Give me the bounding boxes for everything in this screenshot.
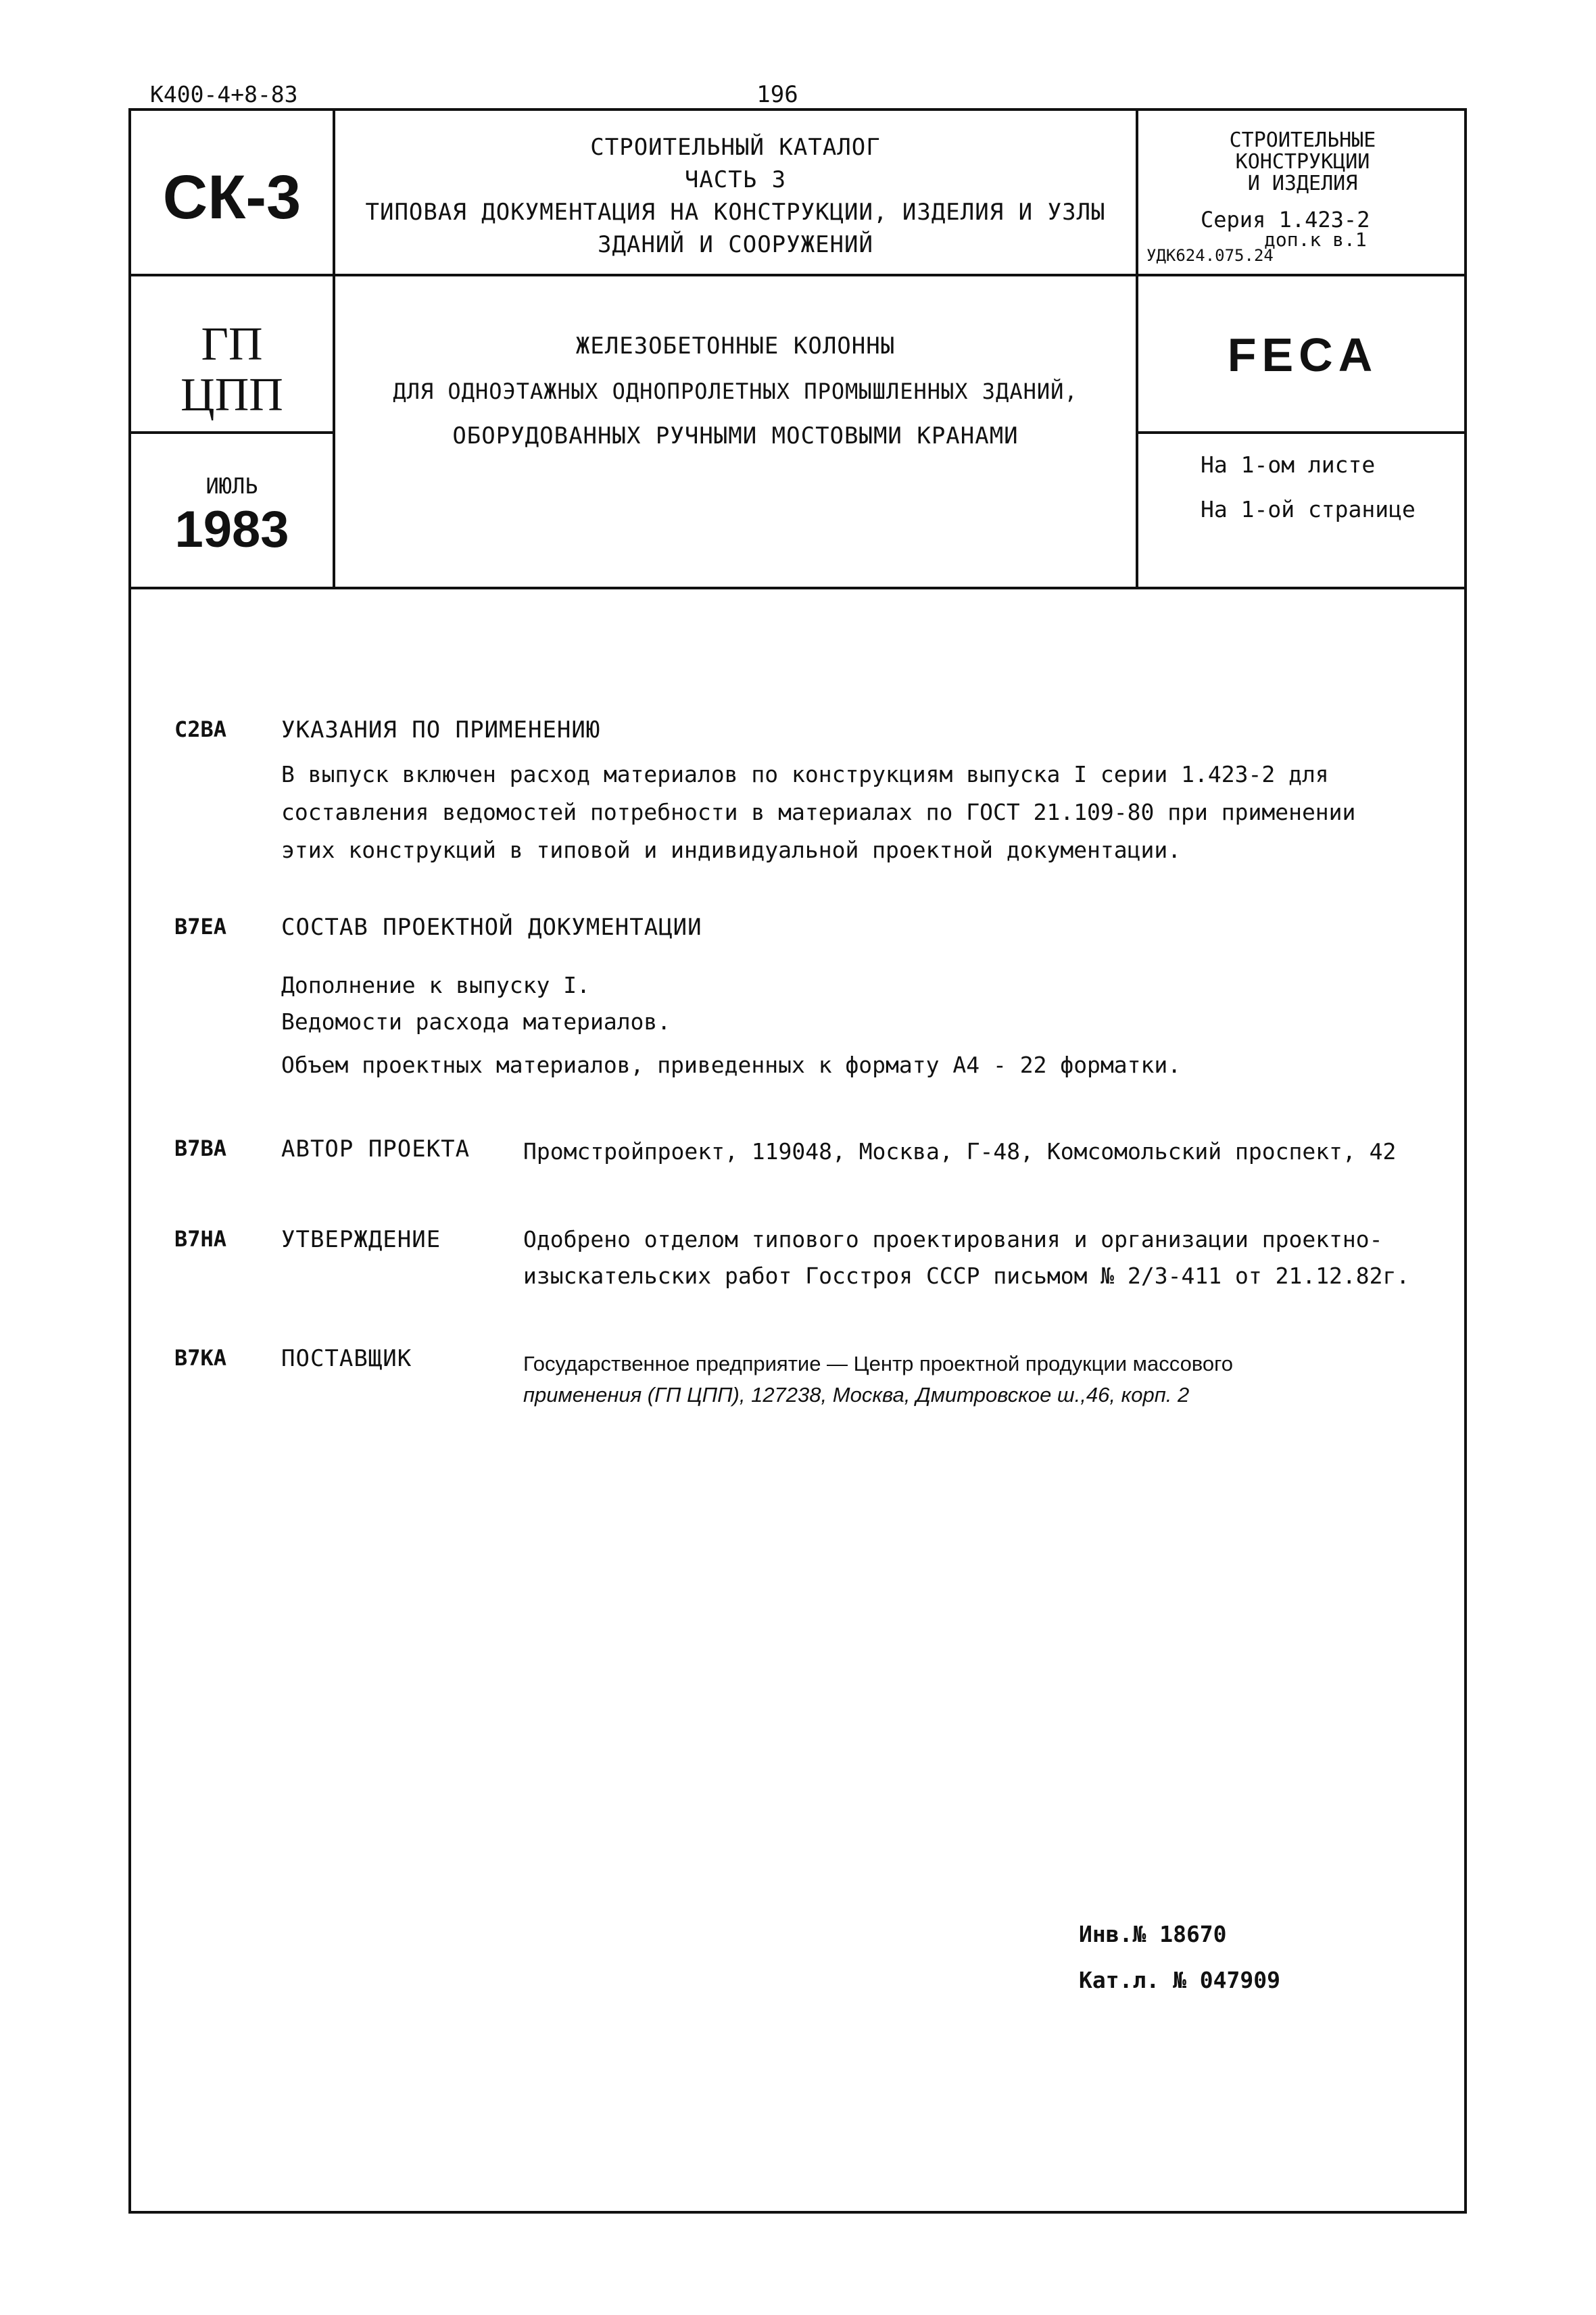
- issue-month: ИЮЛЬ: [205, 473, 258, 499]
- section-title: СОСТАВ ПРОЕКТНОЙ ДОКУМЕНТАЦИИ: [281, 914, 702, 941]
- sheet-note: На 1-ом листе: [1201, 452, 1376, 478]
- section-line: Дополнение к выпуску I.: [281, 972, 590, 998]
- section-title: УКАЗАНИЯ ПО ПРИМЕНЕНИЮ: [281, 716, 601, 744]
- classifier-code: FECA: [1227, 328, 1378, 381]
- catalog-part: ЧАСТЬ 3: [684, 166, 787, 193]
- page-number: 196: [756, 81, 798, 108]
- catalog-title: СТРОИТЕЛЬНЫЙ КАТАЛОГ: [590, 134, 881, 161]
- section-name-2: КОНСТРУКЦИИ: [1235, 150, 1370, 174]
- section-title: ПОСТАВЩИК: [281, 1345, 412, 1372]
- catalog-desc-1: ТИПОВАЯ ДОКУМЕНТАЦИЯ НА КОНСТРУКЦИИ, ИЗДЕЛИЯ И УЗЛЫ: [365, 199, 1106, 226]
- section-name-1: СТРОИТЕЛЬНЫЕ: [1229, 128, 1376, 152]
- header-line-1: [128, 274, 1467, 276]
- section-code: C2BA: [174, 716, 227, 742]
- section-title: АВТОР ПРОЕКТА: [281, 1136, 470, 1163]
- section-line: изыскательских работ Госстроя СССР письмом № 2/3-411 от 21.12.82г.: [523, 1263, 1410, 1289]
- org-divider: [128, 431, 333, 434]
- doc-title-3: ОБОРУДОВАННЫХ РУЧНЫМИ МОСТОВЫМИ КРАНАМИ: [452, 422, 1019, 449]
- catalog-sheet-number: Кат.л. № 047909: [1079, 1967, 1281, 1993]
- section-code: B7KA: [174, 1345, 227, 1371]
- section-line: этих конструкций в типовой и индивидуальной проектной документации.: [281, 837, 1182, 863]
- section-line: Объем проектных материалов, приведенных к формату А4 - 22 форматки.: [281, 1052, 1182, 1078]
- header-bottom-line: [128, 587, 1467, 589]
- doc-title-1: ЖЕЛЕЗОБЕТОННЫЕ КОЛОННЫ: [575, 333, 896, 360]
- section-code: B7BA: [174, 1136, 227, 1161]
- catalog-desc-2: ЗДАНИЙ И СООРУЖЕНИЙ: [598, 231, 873, 258]
- section-code: B7EA: [174, 914, 227, 940]
- page-note: На 1-ой странице: [1201, 496, 1416, 522]
- section-line: Одобрено отделом типового проектирования и организации проектно-: [523, 1226, 1383, 1252]
- section-line: В выпуск включен расход материалов по конструкциям выпуска I серии 1.423-2 для: [281, 761, 1329, 787]
- section-line: Государственное предприятие — Центр проектной продукции массового: [523, 1352, 1234, 1375]
- section-line: составления ведомостей потребности в материалах по ГОСТ 21.109-80 при применении: [281, 799, 1356, 825]
- section-line: Промстройпроект, 119048, Москва, Г-48, Комсомольский проспект, 42: [523, 1138, 1397, 1165]
- catalog-code: СК-3: [162, 163, 301, 232]
- section-line: применения (ГП ЦПП), 127238, Москва, Дмитровское ш.,46, корп. 2: [523, 1383, 1190, 1407]
- issue-year: 1983: [174, 501, 289, 558]
- org-line-2: ЦПП: [180, 369, 283, 421]
- classifier-divider: [1136, 431, 1467, 434]
- supplement-label: доп.к в.1: [1264, 228, 1367, 251]
- series-label: Серия 1.423-2: [1201, 207, 1370, 233]
- section-name-3: И ИЗДЕЛИЯ: [1247, 172, 1358, 195]
- section-line: Ведомости расхода материалов.: [281, 1008, 671, 1035]
- inventory-number: Инв.№ 18670: [1079, 1921, 1227, 1947]
- doc-code: К400-4+8-83: [150, 81, 298, 107]
- section-title: УТВЕРЖДЕНИЕ: [281, 1226, 441, 1253]
- org-line-1: ГП: [201, 318, 263, 370]
- doc-title-2: ДЛЯ ОДНОЭТАЖНЫХ ОДНОПРОЛЕТНЫХ ПРОМЫШЛЕННЫХ ЗДАНИЙ,: [393, 379, 1078, 404]
- udk-label: УДК624.075.24: [1146, 246, 1274, 265]
- section-code: B7HA: [174, 1226, 227, 1252]
